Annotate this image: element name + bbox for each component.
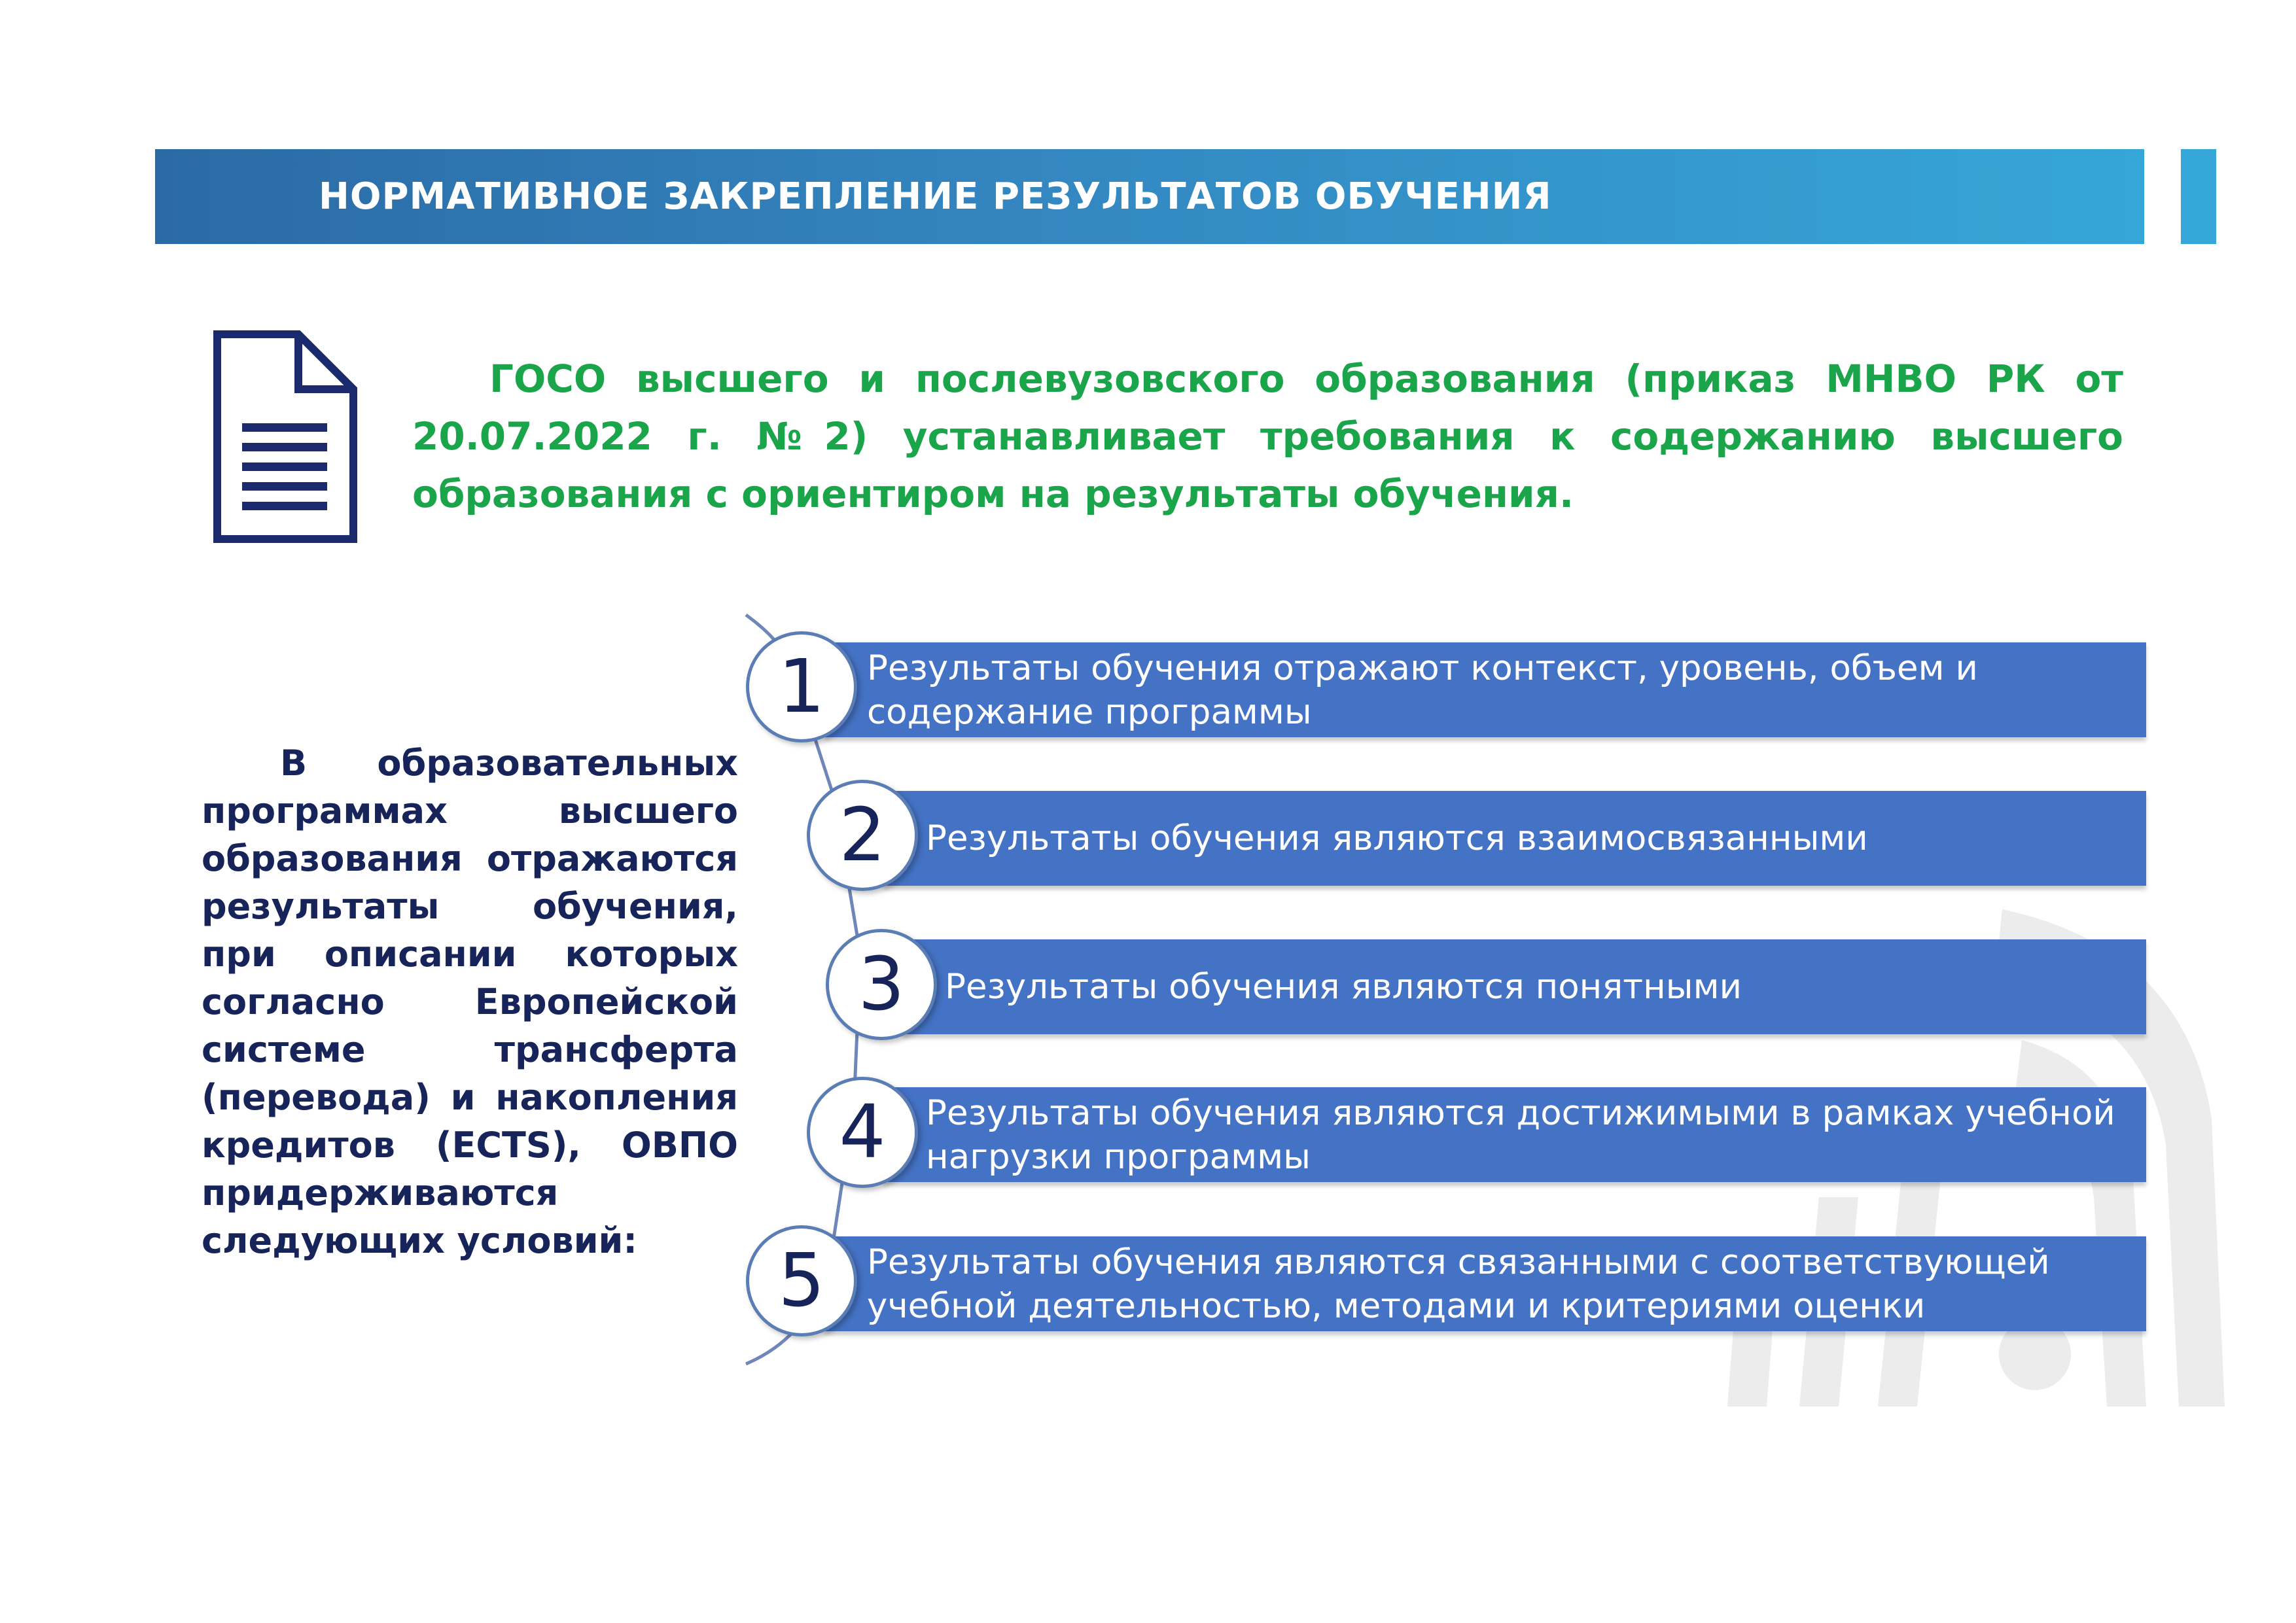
list-item bbox=[903, 939, 2146, 1034]
conditions-description: В образовательных программах высшего образования отражаются результаты обучения, при описании которых согласно Европейской системе трансферта (перевода) и накопления кредитов (ECTS), ОВПО придерживаются следующих условий: bbox=[202, 742, 738, 1261]
intro-text: ГОСО высшего и послевузовского образования (приказ МНВО РК от 20.07.2022 г. №2) устанавливает требования к содержанию высшего образования с ориентиром на результаты обучения. bbox=[412, 357, 2123, 516]
header-accent bbox=[2144, 149, 2181, 244]
list-item bbox=[883, 1087, 2146, 1182]
document-icon bbox=[213, 330, 357, 543]
item-number-badge: 5 bbox=[746, 1225, 857, 1336]
item-text: Результаты обучения являются достижимыми в рамках учебной нагрузки программы bbox=[926, 1092, 2115, 1177]
item-number-badge: 3 bbox=[826, 929, 937, 1040]
item-text: Результаты обучения являются связанными с соответствующей учебной деятельностью, методами и критериями оценки bbox=[867, 1242, 2050, 1326]
item-text: Результаты обучения являются взаимосвязанными bbox=[926, 818, 1868, 858]
item-number-badge: 4 bbox=[807, 1077, 918, 1188]
page-title: НОРМАТИВНОЕ ЗАКРЕПЛЕНИЕ РЕЗУЛЬТАТОВ ОБУЧЕНИЯ bbox=[319, 175, 1552, 218]
list-item bbox=[883, 791, 2146, 886]
list-item bbox=[824, 1236, 2146, 1331]
item-text: Результаты обучения являются понятными bbox=[945, 967, 1742, 1007]
item-number-badge: 1 bbox=[746, 631, 857, 742]
item-number-badge: 2 bbox=[807, 780, 918, 891]
header-bar bbox=[155, 149, 2216, 244]
list-item bbox=[824, 642, 2146, 737]
item-text: Результаты обучения отражают контекст, уровень, объем и содержание программы bbox=[867, 648, 1978, 732]
